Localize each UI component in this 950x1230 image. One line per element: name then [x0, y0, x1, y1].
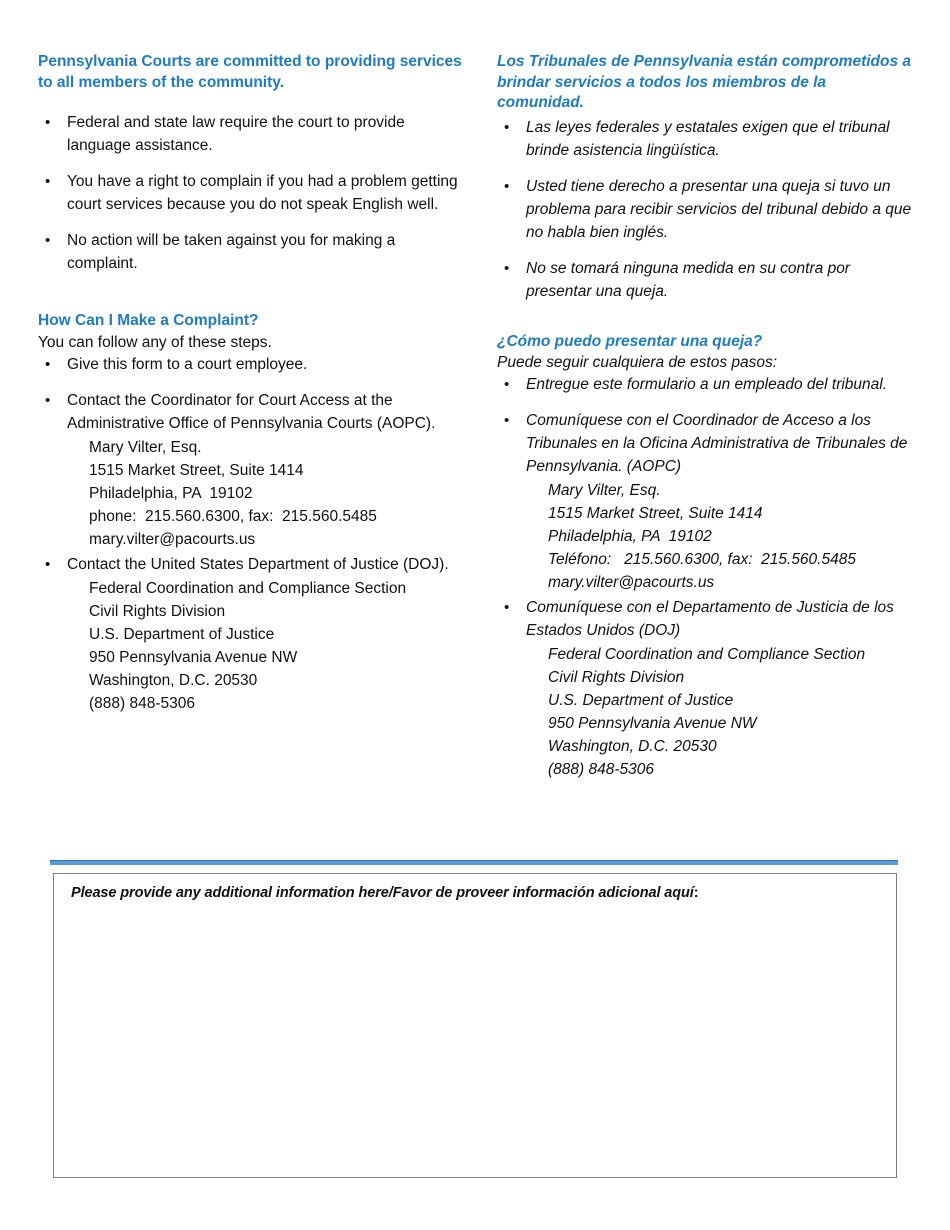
list-item: [497, 373, 915, 396]
spanish-complaint-heading: ¿Cómo puedo presentar una queja?: [497, 332, 763, 350]
address-line-email: mary.vilter@pacourts.us: [89, 530, 256, 548]
list-item: [38, 353, 463, 376]
address-line-phone: (888) 848-5306: [89, 694, 195, 712]
address-line: Washington, D.C. 20530: [89, 671, 258, 689]
english-intro-bullet-1: Federal and state law require the court to provide language assistance.: [67, 114, 405, 154]
english-steps-list: [38, 353, 463, 715]
spanish-intro-bullet-2: Usted tiene derecho a presentar una queja si tuvo un problema para recibir servicios del tribunal debido a que no habla bien inglés.: [526, 177, 912, 241]
spanish-step-2: Comuníquese con el Coordinador de Acceso a los Tribunales en la Oficina Administrativa de Tribunales de Pennsylvania. (AOPC): [526, 412, 908, 475]
spanish-intro-heading: Los Tribunales de Pennsylvania están comprometidos a brindar servicios a todos los miembros de la comunidad.: [497, 53, 912, 111]
address-line: phone: 215.560.6300, fax: 215.560.5485: [89, 507, 377, 525]
address-line: Federal Coordination and Compliance Section: [548, 646, 866, 663]
english-column: [38, 52, 463, 717]
additional-information-label-text: Please provide any additional information here/Favor de proveer información adicional aquí: [71, 885, 694, 901]
address-line: U.S. Department of Justice: [548, 692, 734, 709]
list-item: [497, 116, 915, 162]
english-intro-heading: Pennsylvania Courts are committed to providing services to all members of the community.: [38, 53, 462, 91]
spanish-intro-bullet-3: No se tomará ninguna medida en su contra por presentar una queja.: [526, 259, 850, 300]
spanish-intro-bullet-list: [497, 116, 915, 303]
spacer: [38, 93, 463, 111]
address-line: U.S. Department of Justice: [89, 625, 275, 643]
additional-information-label: [71, 885, 698, 901]
english-complaint-heading: How Can I Make a Complaint?: [38, 312, 259, 329]
address-line: 950 Pennsylvania Avenue NW: [548, 715, 757, 732]
list-item: [38, 111, 463, 157]
additional-information-box[interactable]: [53, 873, 897, 1178]
list-item: [497, 175, 915, 244]
english-step-1: Give this form to a court employee.: [67, 355, 308, 373]
english-doj-address: [67, 577, 463, 715]
list-item: [38, 553, 463, 715]
spanish-doj-address: [526, 643, 915, 781]
address-line-email: mary.vilter@pacourts.us: [548, 574, 715, 591]
address-line: Federal Coordination and Compliance Section: [89, 579, 407, 597]
english-intro-bullet-3: No action will be taken against you for making a complaint.: [67, 232, 396, 272]
spanish-intro-bullet-1: Las leyes federales y estatales exigen que el tribunal brinde asistencia lingüística.: [526, 118, 890, 159]
address-line: Teléfono: 215.560.6300, fax: 215.560.5485: [548, 551, 856, 568]
spanish-step-3: Comuníquese con el Departamento de Justicia de los Estados Unidos (DOJ): [526, 599, 894, 639]
spacer: [497, 316, 915, 332]
english-complaint-subheading: You can follow any of these steps.: [38, 333, 272, 351]
address-line: Washington, D.C. 20530: [548, 738, 717, 755]
list-item: [497, 409, 915, 594]
additional-information-input[interactable]: [55, 912, 895, 1176]
address-line: 1515 Market Street, Suite 1414: [548, 505, 763, 522]
english-step-3: Contact the United States Department of Justice (DOJ).: [67, 555, 449, 573]
address-line: Philadelphia, PA 19102: [89, 484, 253, 502]
list-item: [497, 596, 915, 781]
address-line: Civil Rights Division: [89, 602, 226, 620]
address-line-phone: (888) 848-5306: [548, 761, 654, 778]
spanish-complaint-subheading: Puede seguir cualquiera de estos pasos:: [497, 354, 778, 371]
english-intro-bullet-list: [38, 111, 463, 275]
address-line: 1515 Market Street, Suite 1414: [89, 461, 304, 479]
address-line: 950 Pennsylvania Avenue NW: [89, 648, 298, 666]
english-step-2: Contact the Coordinator for Court Access at the Administrative Office of Pennsylvania Courts (AOPC).: [67, 391, 436, 432]
spanish-step-1: Entregue este formulario a un empleado del tribunal.: [526, 376, 888, 393]
english-intro-bullet-2: You have a right to complain if you had a problem getting court services because you do not speak English well.: [67, 173, 458, 213]
english-aopc-address: [67, 436, 463, 551]
spanish-steps-list: [497, 373, 915, 781]
address-line: Mary Vilter, Esq.: [89, 438, 202, 456]
list-item: [497, 257, 915, 303]
address-line: Civil Rights Division: [548, 669, 685, 686]
list-item: [38, 170, 463, 216]
address-line: Mary Vilter, Esq.: [548, 482, 661, 499]
list-item: [38, 229, 463, 275]
spanish-aopc-address: [526, 479, 915, 594]
additional-information-label-colon: :: [693, 885, 699, 901]
section-divider: [50, 860, 898, 865]
list-item: [38, 389, 463, 551]
address-line: Philadelphia, PA 19102: [548, 528, 712, 545]
spacer: [38, 288, 463, 311]
spanish-column: [497, 52, 915, 783]
